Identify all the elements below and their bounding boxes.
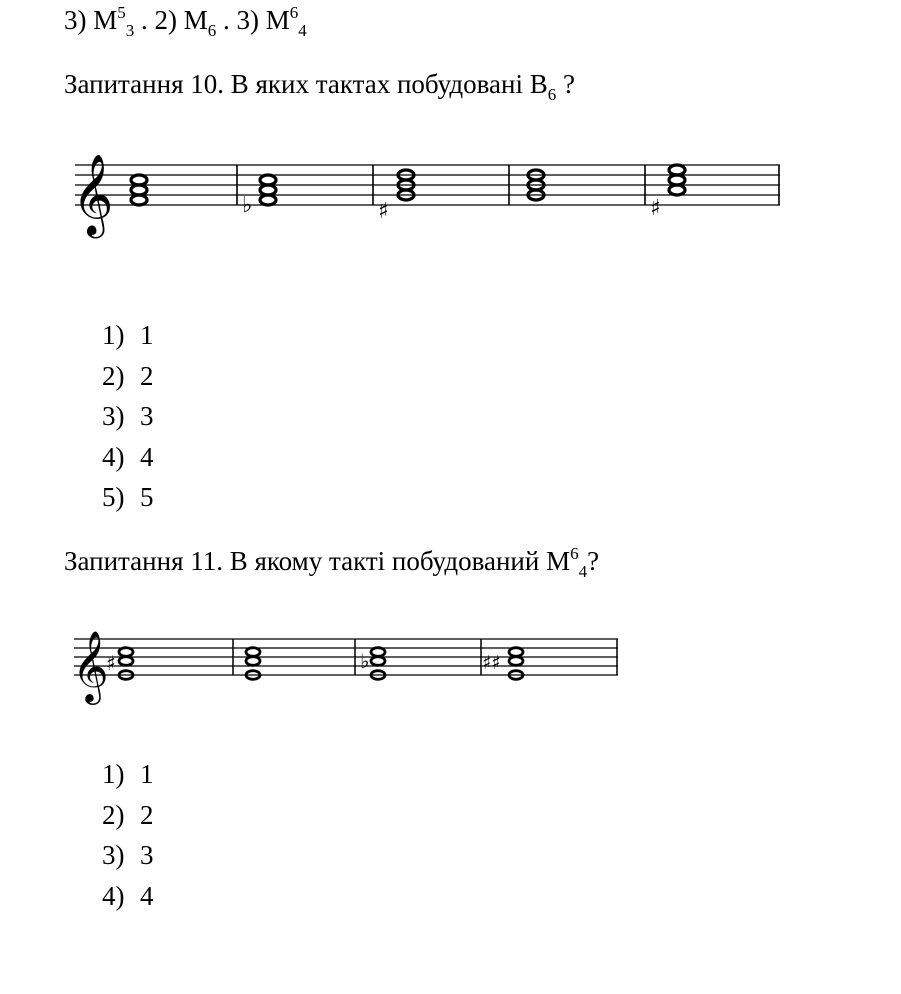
answer-option: 2) 2 bbox=[102, 360, 154, 391]
question-11-staff bbox=[0, 615, 640, 705]
superscript: 5 bbox=[117, 3, 126, 22]
subscript: 4 bbox=[578, 562, 588, 581]
question-10-title bbox=[64, 68, 575, 104]
answer-option: 2) 2 bbox=[102, 799, 154, 830]
superscript: 6 bbox=[289, 3, 299, 22]
question-text: Запитання 11. В якому такті побудований M bbox=[64, 546, 571, 576]
question-11-title bbox=[64, 544, 600, 581]
answer-option: 5) 5 bbox=[102, 482, 154, 512]
accidental-flat: ♭ bbox=[360, 649, 370, 673]
subscript: 3 bbox=[125, 21, 135, 40]
answer-option: 4) 4 bbox=[102, 880, 154, 911]
question-11-answers bbox=[102, 754, 154, 916]
accidental-sharp-sharp: ♯♯ bbox=[482, 652, 501, 674]
subscript: 6 bbox=[207, 21, 217, 40]
question-suffix: ? bbox=[556, 69, 575, 99]
superscript: 6 bbox=[570, 544, 579, 563]
staff-lines bbox=[74, 639, 618, 675]
answer-option: 1) 1 bbox=[102, 759, 154, 789]
accidental-sharp: ♯ bbox=[650, 196, 661, 221]
answer-text: . 3) M bbox=[216, 5, 290, 35]
question-text: Запитання 10. В яких тактах побудовані B bbox=[64, 69, 548, 99]
accidental-sharp: ♯ bbox=[106, 651, 116, 675]
chord-measure-5 bbox=[669, 165, 685, 195]
answer-option: 3) 3 bbox=[102, 401, 154, 431]
accidental-flat: ♭ bbox=[242, 193, 253, 218]
question-10-staff bbox=[0, 140, 800, 270]
treble-clef-icon: 𝄞 bbox=[72, 629, 109, 702]
answer-option: 4) 4 bbox=[102, 441, 154, 472]
answer-text: 3) M bbox=[64, 5, 118, 35]
question-10-answers bbox=[102, 315, 154, 518]
answer-option: 1) 1 bbox=[102, 320, 154, 350]
question-suffix: ? bbox=[587, 546, 600, 576]
treble-clef-icon: 𝄞 bbox=[72, 153, 114, 235]
chord-measure-1 bbox=[131, 175, 147, 205]
accidental-sharp: ♯ bbox=[378, 199, 389, 224]
previous-answer-line bbox=[64, 3, 307, 40]
chord-measure-2 bbox=[260, 175, 276, 205]
subscript: 6 bbox=[547, 85, 557, 104]
subscript: 4 bbox=[298, 21, 307, 40]
answer-text: . 2) M bbox=[134, 5, 208, 35]
answer-option: 3) 3 bbox=[102, 840, 154, 870]
